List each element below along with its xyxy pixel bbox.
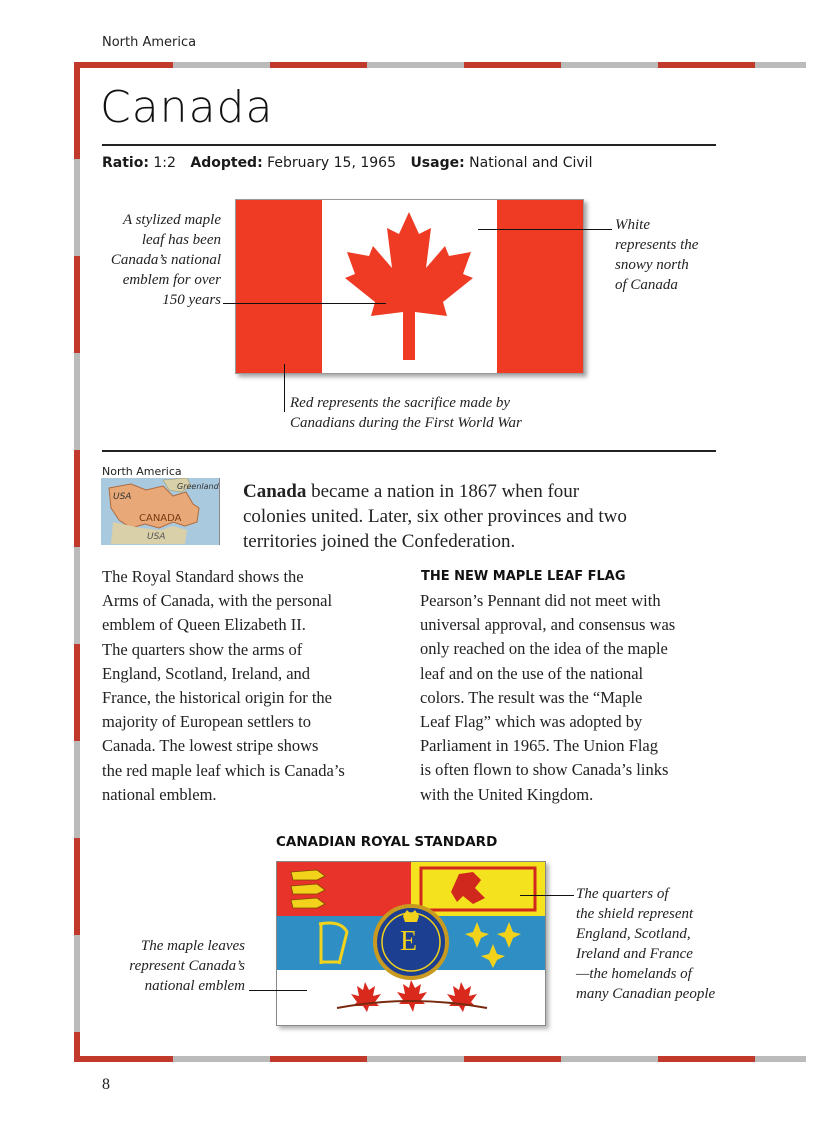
adopted-value: February 15, 1965 bbox=[267, 155, 396, 171]
right-col-line: Parliament in 1965. The Union Flag bbox=[420, 736, 659, 756]
page-number: 8 bbox=[102, 1076, 110, 1093]
right-col-line: with the United Kingdom. bbox=[420, 784, 594, 804]
left-border-bar bbox=[74, 62, 80, 1062]
right-col-line: only reached on the idea of the maple bbox=[420, 639, 668, 659]
right-col-line: leaf and on the use of the national bbox=[420, 663, 644, 683]
canada-flag bbox=[235, 199, 584, 374]
royal-standard-heading: CANADIAN ROYAL STANDARD bbox=[276, 834, 498, 850]
red-leader-line bbox=[284, 364, 285, 412]
leaf-leader-line bbox=[223, 303, 386, 304]
right-col-line: Pearson’s Pennant did not meet with bbox=[420, 591, 661, 610]
red-caption-line: Red represents the sacrifice made by bbox=[290, 395, 511, 411]
right-col-line: Leaf Flag” which was adopted by bbox=[420, 712, 643, 732]
flag-red-band-left bbox=[236, 200, 322, 373]
map-place-canada: CANADA bbox=[139, 513, 182, 524]
left-col-line: England, Scotland, Ireland, and bbox=[102, 663, 311, 683]
royal-standard-flag bbox=[276, 861, 546, 1026]
right-column bbox=[420, 589, 730, 807]
bottom-border-bar bbox=[76, 1056, 806, 1062]
intro-line-text: became a nation in 1867 when four bbox=[306, 481, 580, 502]
title-rule bbox=[102, 144, 716, 146]
royal-left-caption bbox=[100, 936, 245, 996]
royal-right-caption-line: —the homelands of bbox=[576, 966, 692, 982]
page-title: Canada bbox=[100, 82, 274, 133]
ratio-value: 1:2 bbox=[153, 155, 176, 171]
intro-paragraph bbox=[243, 479, 713, 554]
left-col-line: national emblem. bbox=[102, 784, 217, 804]
left-col-line: emblem of Queen Elizabeth II. bbox=[102, 615, 306, 635]
white-caption-line: snowy north bbox=[615, 257, 689, 273]
running-head: North America bbox=[102, 35, 197, 50]
usage-value: National and Civil bbox=[469, 155, 593, 171]
map-place-greenland: Greenland bbox=[177, 482, 219, 491]
white-leader-line bbox=[478, 229, 612, 230]
royal-right-caption-line: the shield represent bbox=[576, 906, 694, 922]
ratio-label: Ratio: bbox=[102, 155, 149, 171]
white-caption-line: represents the bbox=[615, 237, 699, 253]
leaf-caption-line: Canada’s national bbox=[110, 252, 221, 268]
left-col-line: Canada. The lowest stripe shows bbox=[102, 736, 319, 756]
intro-line-1 bbox=[243, 479, 713, 504]
red-caption bbox=[290, 393, 590, 433]
left-col-line: The quarters show the arms of bbox=[102, 639, 303, 659]
royal-left-leader-line bbox=[249, 990, 307, 991]
royal-right-caption-line: many Canadian people bbox=[576, 986, 716, 1002]
white-caption-line: of Canada bbox=[615, 277, 678, 293]
royal-right-caption bbox=[576, 884, 746, 1004]
royal-left-caption-line: The maple leaves bbox=[140, 938, 245, 954]
section-rule bbox=[102, 450, 716, 452]
left-column bbox=[102, 565, 402, 807]
intro-line-2: colonies united. Later, six other provinces and two bbox=[243, 506, 627, 527]
red-caption-line: Canadians during the First World War bbox=[290, 415, 522, 431]
leaf-caption-line: 150 years bbox=[162, 292, 221, 308]
top-border-bar bbox=[76, 62, 806, 68]
maple-leaf-heading: THE NEW MAPLE LEAF FLAG bbox=[421, 569, 626, 584]
right-col-line: colors. The result was the “Maple bbox=[420, 687, 643, 707]
leaf-caption-line: A stylized maple bbox=[122, 212, 221, 228]
royal-left-caption-line: represent Canada’s bbox=[129, 958, 245, 974]
left-col-line: Arms of Canada, with the personal bbox=[102, 591, 333, 611]
right-col-line: is often flown to show Canada’s links bbox=[420, 760, 669, 780]
leaf-caption-line: emblem for over bbox=[122, 272, 221, 288]
left-col-line: majority of European settlers to bbox=[102, 712, 311, 732]
north-america-map bbox=[101, 478, 220, 545]
right-col-line: universal approval, and consensus was bbox=[420, 615, 676, 635]
royal-right-caption-line: England, Scotland, bbox=[576, 926, 691, 942]
map-label: North America bbox=[102, 465, 182, 478]
usage-label: Usage: bbox=[410, 155, 465, 171]
leaf-caption-line: leaf has been bbox=[141, 232, 221, 248]
flag-red-band-right bbox=[497, 200, 583, 373]
map-place-usa-nw: USA bbox=[113, 492, 132, 502]
royal-right-leader-line bbox=[520, 895, 574, 896]
flag-meta bbox=[102, 155, 592, 171]
left-col-line: the red maple leaf which is Canada’s bbox=[102, 760, 345, 780]
white-caption-line: White bbox=[615, 217, 650, 233]
royal-cypher-letter: E bbox=[400, 926, 418, 957]
adopted-label: Adopted: bbox=[190, 155, 263, 171]
left-col-line: France, the historical origin for the bbox=[102, 688, 333, 708]
royal-right-caption-line: Ireland and France bbox=[576, 946, 693, 962]
white-caption bbox=[615, 215, 725, 295]
map-place-usa: USA bbox=[147, 532, 166, 542]
leaf-caption bbox=[96, 210, 221, 310]
royal-left-caption-line: national emblem bbox=[144, 978, 245, 994]
royal-right-caption-line: The quarters of bbox=[576, 886, 669, 902]
intro-bold: Canada bbox=[243, 481, 307, 502]
maple-leaf-icon bbox=[339, 212, 479, 362]
intro-line-3: territories joined the Confederation. bbox=[243, 531, 516, 552]
left-col-line: The Royal Standard shows the bbox=[102, 567, 304, 586]
